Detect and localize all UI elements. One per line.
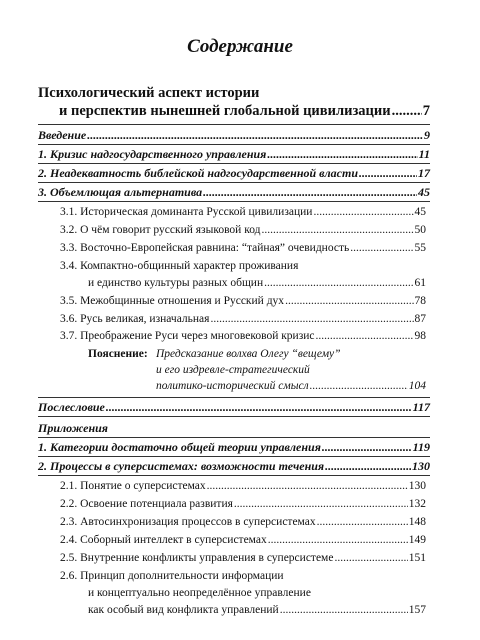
- leader-dots: [313, 206, 413, 218]
- page-number: 117: [412, 400, 430, 414]
- page-number: 50: [414, 224, 426, 236]
- leader-dots: [310, 380, 408, 392]
- page-title: Содержание: [187, 36, 293, 57]
- leader-dots: [264, 277, 413, 289]
- page-number: 9: [424, 128, 430, 142]
- toc-subentry-3-5[interactable]: [60, 295, 426, 307]
- toc-entry-label: политико-исторический смысл: [156, 380, 309, 392]
- leader-dots: [392, 103, 422, 120]
- toc-entry-label: как особый вид конфликта управлений: [88, 604, 279, 616]
- page-number: 87: [414, 313, 426, 325]
- toc-entry-label: 2.5. Внутренние конфликты управления в суперсистеме: [60, 552, 334, 564]
- leader-dots: [203, 185, 417, 200]
- toc-subentry-2-5[interactable]: [60, 552, 426, 564]
- leader-dots: [280, 604, 408, 616]
- toc-entry-label: 2.2. Освоение потенциала развития: [60, 498, 233, 510]
- page-number: 157: [408, 604, 426, 616]
- toc-note-entry[interactable]: [156, 380, 426, 392]
- toc-entry-label: 2. Неадекватность библейской надгосударственной власти: [38, 166, 359, 180]
- divider: [38, 475, 430, 476]
- page-number: 149: [408, 534, 426, 546]
- toc-subentry-3-6[interactable]: [60, 313, 426, 325]
- toc-entry-label: 2. Процессы в суперсистемах: возможности течения: [38, 459, 325, 473]
- toc-entry-label: 3.2. О чём говорит русский языковой код: [60, 224, 261, 236]
- page-number: 130: [408, 480, 426, 492]
- leader-dots: [261, 224, 413, 236]
- toc-subentry-2-6[interactable]: [88, 604, 426, 616]
- page-number: 45: [418, 185, 430, 199]
- divider: [38, 144, 430, 145]
- leader-dots: [316, 330, 414, 342]
- page-number: 130: [412, 459, 430, 473]
- leader-dots: [210, 313, 413, 325]
- toc-entry-chapter-3[interactable]: [38, 185, 430, 200]
- page-number: 98: [414, 330, 426, 342]
- divider: [38, 182, 430, 183]
- page-number: 55: [414, 242, 426, 254]
- toc-entry-introduction[interactable]: [38, 128, 430, 143]
- divider: [38, 163, 430, 164]
- toc-subentry-3-4[interactable]: [88, 277, 426, 289]
- toc-entry-label: 3.3. Восточно-Европейская равнина: “тайная” очевидность: [60, 242, 350, 254]
- toc-subentry-2-2[interactable]: [60, 498, 426, 510]
- toc-subentry-2-4[interactable]: [60, 534, 426, 546]
- toc-entry-label: 3.7. Преображение Руси через многовековой кризис: [60, 330, 315, 342]
- toc-entry-chapter-1[interactable]: [38, 147, 430, 162]
- toc-entry-label: 3. Объемлющая альтернатива: [38, 185, 203, 199]
- appendices-heading: Приложения: [38, 421, 108, 435]
- toc-entry-afterword[interactable]: [38, 400, 430, 415]
- toc-entry-label: 2.1. Понятие о суперсистемах: [60, 480, 206, 492]
- leader-dots: [207, 480, 408, 492]
- toc-entry-label: 3.1. Историческая доминанта Русской цивилизации: [60, 206, 313, 218]
- toc-entry-label: 3.6. Русь великая, изначальная: [60, 313, 210, 325]
- leader-dots: [322, 440, 412, 455]
- leader-dots: [350, 242, 413, 254]
- toc-entry-label: 2.3. Автосинхронизация процессов в суперсистемах: [60, 516, 316, 528]
- page-number: 7: [422, 103, 430, 119]
- toc-entry-label: 1. Категории достаточно общей теории управления: [38, 440, 321, 454]
- note-label: Пояснение:: [88, 348, 148, 360]
- toc-appendix-2[interactable]: [38, 459, 430, 474]
- page-number: 78: [414, 295, 426, 307]
- note-line1: Предсказание волхва Олегу “вещему”: [156, 348, 341, 360]
- divider: [38, 124, 430, 125]
- note-line2: и его издревле-стратегический: [156, 364, 310, 376]
- page-number: 104: [408, 380, 426, 392]
- leader-dots: [234, 498, 408, 510]
- page-number: 151: [408, 552, 426, 564]
- toc-entry-label: Послесловие: [38, 400, 105, 414]
- toc-entry-chapter-2[interactable]: [38, 166, 430, 181]
- toc-entry-label: 3.5. Межобщинные отношения и Русский дух: [60, 295, 285, 307]
- leader-dots: [359, 166, 417, 181]
- page-number: 119: [412, 440, 430, 454]
- leader-dots: [87, 128, 423, 143]
- page-number: 11: [418, 147, 430, 161]
- page-number: 148: [408, 516, 426, 528]
- leader-dots: [106, 400, 412, 415]
- part-heading-line2[interactable]: [59, 103, 430, 120]
- toc-entry-label: 2.4. Соборный интеллект в суперсистемах: [60, 534, 267, 546]
- divider: [38, 416, 430, 417]
- divider: [38, 456, 430, 457]
- leader-dots: [267, 147, 417, 162]
- toc-subentry-3-2[interactable]: [60, 224, 426, 236]
- divider: [38, 437, 430, 438]
- page-number: 132: [408, 498, 426, 510]
- toc-entry-label: и единство культуры разных общин: [88, 277, 264, 289]
- toc-subentry-3-4-line1: 3.4. Компактно-общинный характер проживания: [60, 260, 299, 272]
- toc-subentry-2-6-line2: и концептуально неопределённое управление: [88, 587, 311, 599]
- leader-dots: [317, 516, 408, 528]
- toc-appendix-1[interactable]: [38, 440, 430, 455]
- part-heading-line1: Психологический аспект истории: [38, 85, 260, 101]
- leader-dots: [325, 459, 411, 474]
- divider: [38, 397, 430, 398]
- page-number: 61: [414, 277, 426, 289]
- page-number: 17: [418, 166, 430, 180]
- toc-subentry-3-7[interactable]: [60, 330, 426, 342]
- part-heading-label: и перспектив нынешней глобальной цивилизации: [59, 103, 391, 119]
- toc-subentry-3-1[interactable]: [60, 206, 426, 218]
- leader-dots: [334, 552, 407, 564]
- toc-entry-label: 1. Кризис надгосударственного управления: [38, 147, 267, 161]
- toc-subentry-2-1[interactable]: [60, 480, 426, 492]
- toc-subentry-2-6-line1: 2.6. Принцип дополнительности информации: [60, 570, 284, 582]
- leader-dots: [268, 534, 408, 546]
- toc-entry-label: Введение: [38, 128, 87, 142]
- page-number: 45: [414, 206, 426, 218]
- leader-dots: [285, 295, 413, 307]
- divider: [38, 201, 430, 202]
- toc-subentry-3-3[interactable]: [60, 242, 426, 254]
- toc-subentry-2-3[interactable]: [60, 516, 426, 528]
